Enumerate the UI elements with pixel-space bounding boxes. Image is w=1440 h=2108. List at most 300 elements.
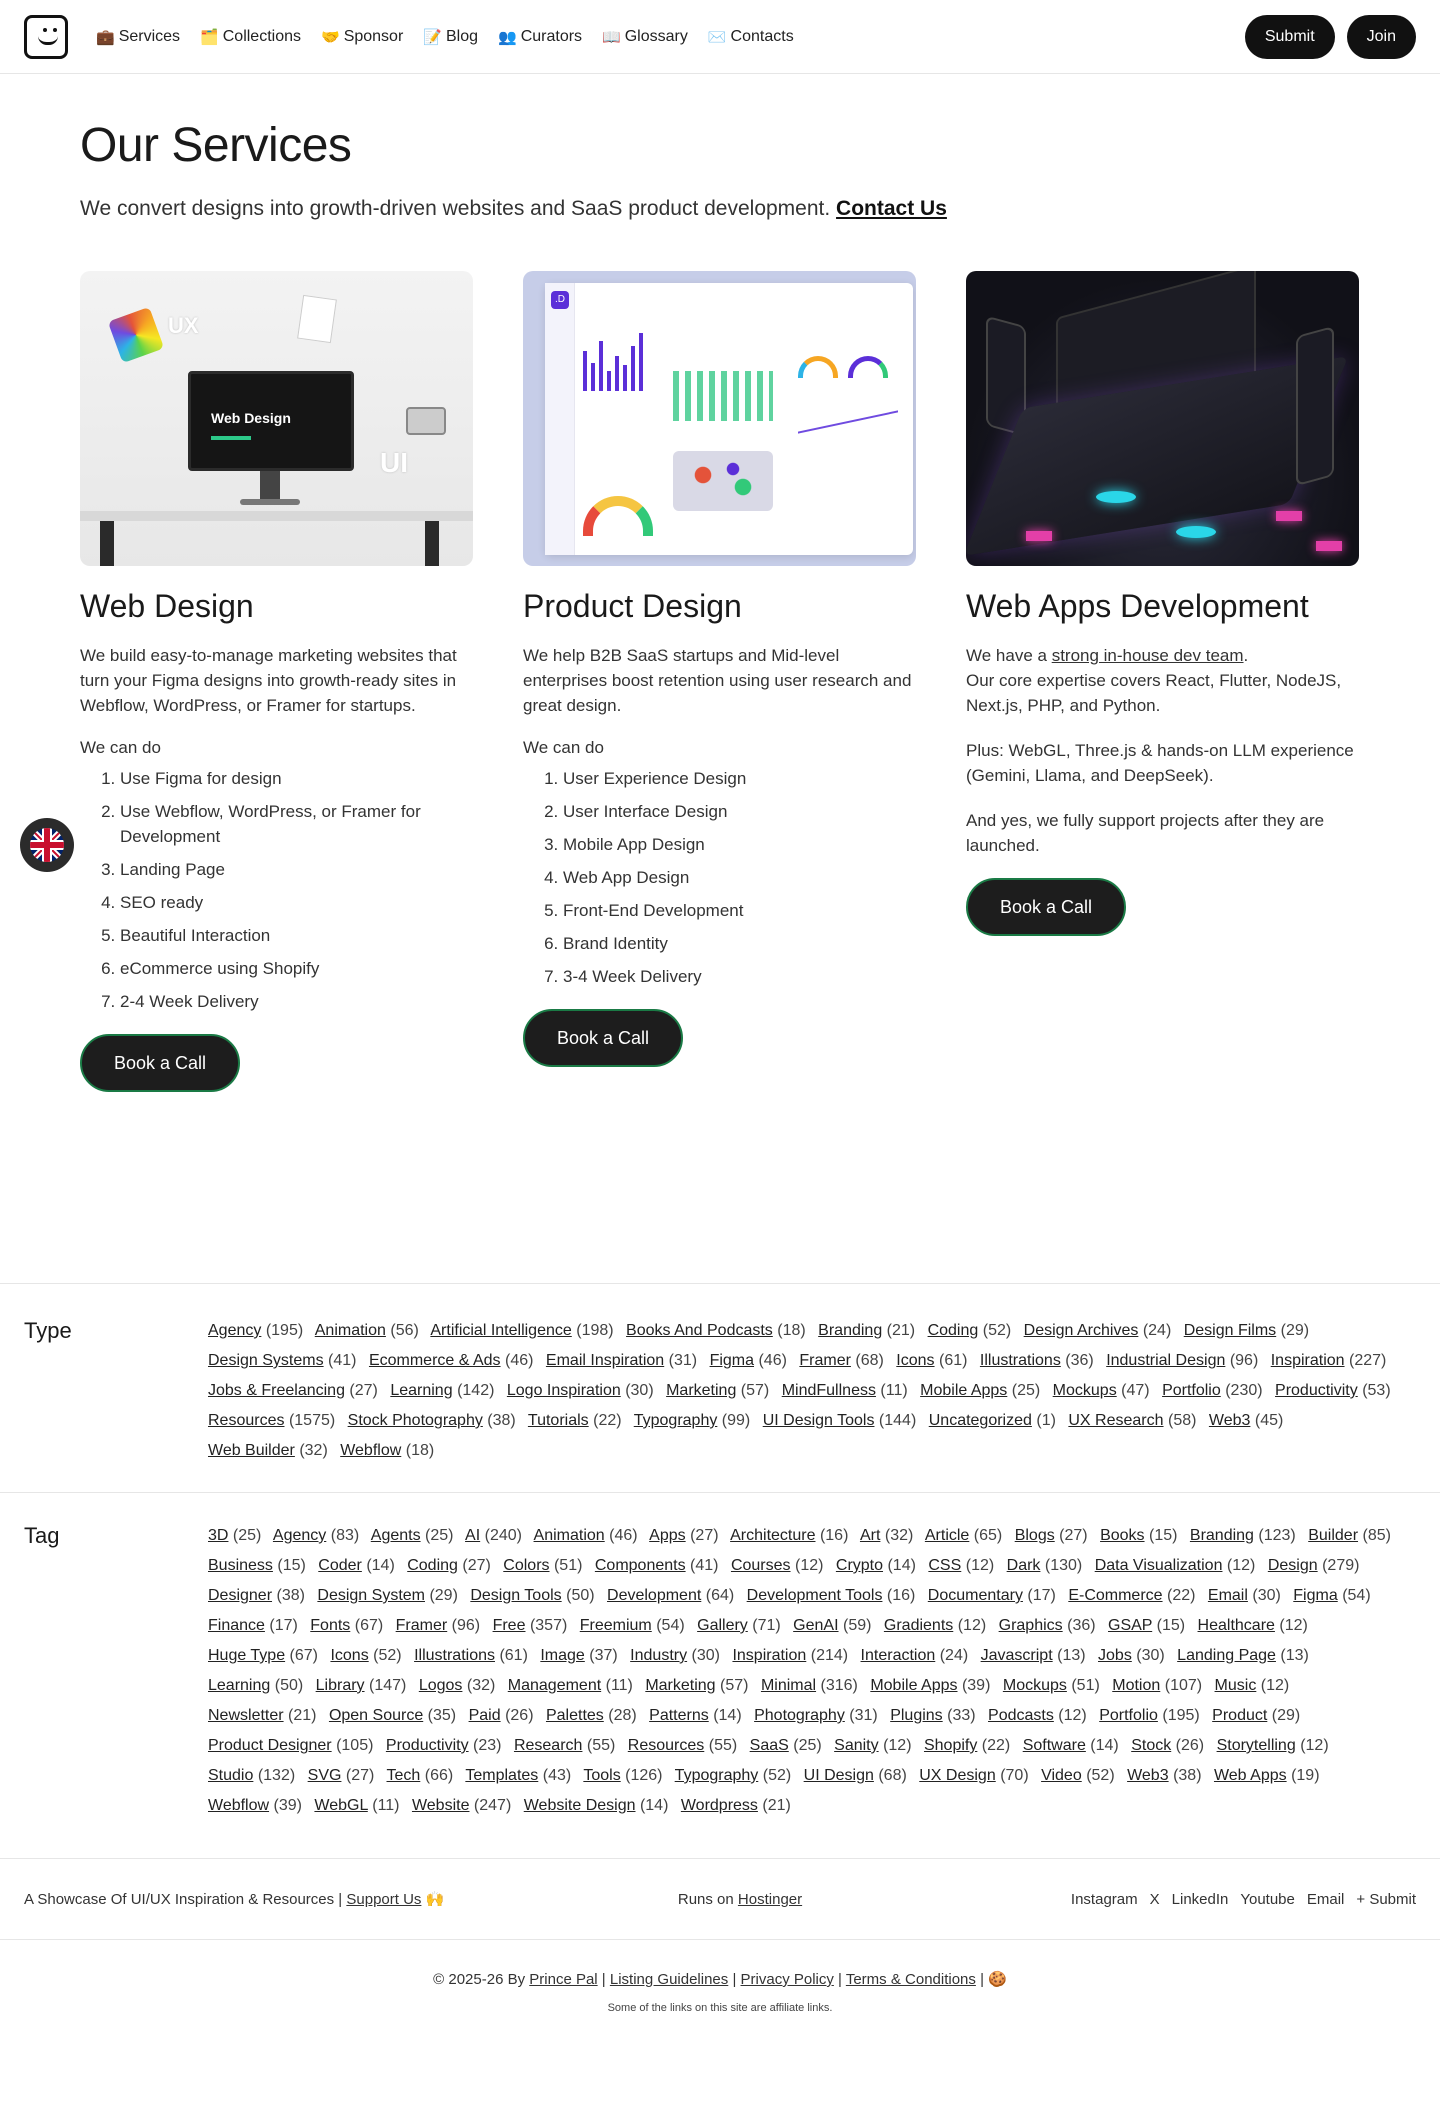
taxonomy-link[interactable]: Healthcare (1197, 1617, 1275, 1634)
taxonomy-item (348, 1412, 516, 1429)
taxonomy-link[interactable]: Animation (314, 1322, 386, 1339)
taxonomy-link[interactable]: Stock (1131, 1737, 1172, 1754)
taxonomy-link[interactable]: Finance (208, 1617, 265, 1634)
taxonomy-link[interactable]: UX Research (1068, 1412, 1164, 1429)
taxonomy-count: (247) (473, 1797, 512, 1814)
taxonomy-link[interactable]: Typography (674, 1767, 759, 1784)
taxonomy-link[interactable]: Industrial Design (1106, 1352, 1226, 1369)
taxonomy-item (1100, 1527, 1177, 1544)
taxonomy-link[interactable]: Library (315, 1677, 365, 1694)
taxonomy-link[interactable]: Studio (208, 1767, 254, 1784)
chart-bar (631, 346, 635, 391)
list-item: 4. Web App Design (563, 865, 916, 890)
taxonomy-link[interactable]: Web3 (1208, 1412, 1251, 1429)
taxonomy-link[interactable]: Framer (799, 1352, 851, 1369)
taxonomy-count: (55) (708, 1737, 738, 1754)
taxonomy-link[interactable]: Tutorials (527, 1412, 589, 1429)
taxonomy-link[interactable]: Development (607, 1587, 702, 1604)
taxonomy-link[interactable]: Icons (896, 1352, 935, 1369)
taxonomy-count: (279) (1322, 1557, 1360, 1574)
taxonomy-link[interactable]: Designer (208, 1587, 273, 1604)
nav-services[interactable] (96, 28, 180, 46)
taxonomy-link[interactable]: Agency (208, 1322, 262, 1339)
chart-bar (639, 333, 643, 391)
taxonomy-count: (14) (887, 1557, 916, 1574)
taxonomy-link[interactable]: Templates (465, 1767, 539, 1784)
taxonomy-count: (21) (886, 1322, 916, 1339)
site-logo[interactable] (24, 15, 68, 59)
list-item: 6. Brand Identity (563, 931, 916, 956)
services-main (0, 74, 1440, 1092)
taxonomy-item (369, 1352, 534, 1369)
taxonomy-count: (195) (265, 1322, 304, 1339)
taxonomy-item (732, 1647, 848, 1664)
ux-image-label: UX (168, 313, 199, 338)
taxonomy-count: (55) (586, 1737, 616, 1754)
taxonomy-link[interactable]: Resources (208, 1412, 285, 1429)
chart-bar (607, 371, 611, 391)
taxonomy-count: (45) (1254, 1412, 1284, 1429)
join-button[interactable]: Join (1347, 15, 1416, 59)
taxonomy-link[interactable]: Mockups (1052, 1382, 1117, 1399)
author-link[interactable]: Prince Pal (529, 1971, 598, 1988)
taxonomy-link[interactable]: Article (924, 1527, 970, 1544)
taxonomy-link[interactable]: Design Tools (470, 1587, 562, 1604)
terms-link[interactable]: Terms & Conditions (845, 1971, 976, 1988)
book-call-button[interactable]: Book a Call (523, 1009, 683, 1067)
service-paragraph (966, 643, 1359, 718)
taxonomy-item (1108, 1617, 1185, 1634)
hostinger-link[interactable]: Hostinger (737, 1890, 803, 1908)
taxonomy-item (782, 1382, 908, 1399)
taxonomy-link[interactable]: Mockups (1002, 1677, 1067, 1694)
taxonomy-item (208, 1442, 328, 1459)
taxonomy-count: (16) (819, 1527, 849, 1544)
taxonomy-link[interactable]: Branding (1189, 1527, 1254, 1544)
taxonomy-count: (24) (939, 1647, 969, 1664)
taxonomy-link[interactable]: Webflow (208, 1797, 270, 1814)
taxonomy-link[interactable]: Productivity (1275, 1382, 1358, 1399)
taxonomy-count: (25) (793, 1737, 822, 1754)
taxonomy-item (1162, 1382, 1263, 1399)
taxonomy-link[interactable]: Apps (649, 1527, 686, 1544)
taxonomy-link[interactable]: Product Designer (208, 1737, 332, 1754)
taxonomy-count: (21) (288, 1707, 317, 1724)
taxonomy-count: (38) (1173, 1767, 1202, 1784)
taxonomy-link[interactable]: GenAI (793, 1617, 839, 1634)
taxonomy-link[interactable]: Artificial Intelligence (430, 1322, 572, 1339)
taxonomy-link[interactable]: UI Design (803, 1767, 874, 1784)
nav-label: Services (118, 27, 181, 45)
taxonomy-item (390, 1382, 494, 1399)
taxonomy-link[interactable]: Documentary (927, 1587, 1023, 1604)
taxonomy-item (988, 1707, 1087, 1724)
taxonomy-count: (17) (1027, 1587, 1056, 1604)
nav-contacts[interactable] (708, 28, 794, 46)
taxonomy-item (929, 1412, 1056, 1429)
taxonomy-count: (50) (274, 1677, 304, 1694)
taxonomy-item (329, 1707, 456, 1724)
taxonomy-link[interactable]: Figma (1293, 1587, 1338, 1604)
taxonomy-count: (12) (1260, 1677, 1290, 1694)
taxonomy-count: (85) (1362, 1527, 1391, 1544)
taxonomy-link[interactable]: Landing Page (1177, 1647, 1276, 1664)
taxonomy-link[interactable]: Colors (503, 1557, 550, 1574)
taxonomy-count: (25) (232, 1527, 262, 1544)
taxonomy-link[interactable]: SaaS (749, 1737, 789, 1754)
cookie-icon[interactable]: 🍪 (988, 1971, 1007, 1988)
taxonomy-count: (64) (705, 1587, 735, 1604)
taxonomy-item (208, 1352, 357, 1369)
envelope-icon: ✉️ (707, 28, 727, 46)
taxonomy-link[interactable]: Dark (1006, 1557, 1041, 1574)
taxonomy-link[interactable]: Logo Inspiration (506, 1382, 621, 1399)
taxonomy-item (469, 1707, 534, 1724)
folder-icon: 🗂️ (200, 28, 219, 46)
taxonomy-item (1041, 1767, 1115, 1784)
taxonomy-count: (43) (542, 1767, 572, 1784)
taxonomy-item (731, 1557, 823, 1574)
taxonomy-count: (61) (499, 1647, 528, 1664)
taxonomy-link[interactable]: Inspiration (732, 1647, 807, 1664)
taxonomy-link[interactable]: Coder (318, 1557, 362, 1574)
taxonomy-count: (70) (1000, 1767, 1029, 1784)
privacy-policy-link[interactable]: Privacy Policy (740, 1971, 834, 1988)
taxonomy-link[interactable]: Books And Podcasts (626, 1322, 773, 1339)
taxonomy-link[interactable]: Books (1100, 1527, 1145, 1544)
taxonomy-item (1007, 1557, 1083, 1574)
nav-sponsor[interactable] (321, 28, 403, 46)
footer-tagline (24, 1890, 475, 1908)
taxonomy-link[interactable]: Webflow (340, 1442, 402, 1459)
taxonomy-link[interactable]: Product (1212, 1707, 1268, 1724)
taxonomy-link[interactable]: Web3 (1127, 1767, 1169, 1784)
taxonomy-item (730, 1527, 848, 1544)
runs-on (475, 1891, 966, 1908)
services-grid (80, 271, 1360, 1092)
service-title: Web Design (80, 588, 254, 624)
list-item: 2. User Interface Design (563, 799, 916, 824)
taxonomy-link[interactable]: MindFullness (781, 1382, 876, 1399)
taxonomy-link[interactable]: Sanity (834, 1737, 879, 1754)
taxonomy-link[interactable]: 3D (208, 1527, 229, 1544)
monitor-illustration (188, 371, 354, 471)
taxonomy-count: (15) (1149, 1527, 1178, 1544)
taxonomy-link[interactable]: Gradients (883, 1617, 954, 1634)
taxonomy-link[interactable]: WebGL (314, 1797, 368, 1814)
flag-stripe (44, 828, 50, 862)
taxonomy-link[interactable]: UX Design (919, 1767, 996, 1784)
taxonomy-link[interactable]: Open Source (328, 1707, 424, 1724)
taxonomy-count: (38) (487, 1412, 516, 1429)
memo-icon: 📝 (423, 28, 442, 46)
taxonomy-link[interactable]: Business (208, 1557, 273, 1574)
taxonomy-item (330, 1647, 401, 1664)
taxonomy-link[interactable]: Mobile Apps (920, 1382, 1008, 1399)
taxonomy-link[interactable]: Learning (208, 1677, 271, 1694)
nav-blog[interactable] (423, 28, 478, 46)
submit-link[interactable]: + Submit (1356, 1890, 1417, 1908)
taxonomy-count: (12) (1300, 1737, 1329, 1754)
taxonomy-link[interactable]: Freemium (579, 1617, 652, 1634)
taxonomy-link[interactable]: Builder (1308, 1527, 1359, 1544)
youtube-link[interactable]: Youtube (1240, 1890, 1295, 1908)
taxonomy-link[interactable]: UI Design Tools (762, 1412, 875, 1429)
taxonomy-link[interactable]: Huge Type (208, 1647, 286, 1664)
service-description (523, 643, 916, 718)
taxonomy-item (1268, 1557, 1360, 1574)
taxonomy-link[interactable]: Interaction (860, 1647, 936, 1664)
taxonomy-link[interactable]: Learning (390, 1382, 453, 1399)
map-illustration (673, 451, 773, 511)
taxonomy-item (681, 1797, 791, 1814)
listing-guidelines-link[interactable]: Listing Guidelines (609, 1971, 729, 1988)
taxonomy-count: (36) (1065, 1352, 1094, 1369)
uk-flag-icon (30, 828, 64, 862)
taxonomy-count: (38) (276, 1587, 305, 1604)
nav-label: Sponsor (343, 27, 404, 45)
taxonomy-link[interactable]: Storytelling (1216, 1737, 1296, 1754)
paragraph-text: We have a (966, 646, 1052, 665)
copyright-text: © 2025-26 By (433, 1971, 530, 1988)
camera-icon (406, 407, 446, 435)
taxonomy-link[interactable]: Framer (395, 1617, 448, 1634)
taxonomy-count: (54) (656, 1617, 685, 1634)
taxonomy-link[interactable]: Motion (1112, 1677, 1161, 1694)
taxonomy-link[interactable]: Coding (927, 1322, 979, 1339)
taxonomy-link[interactable]: Productivity (385, 1737, 469, 1754)
dev-team-link[interactable]: strong in-house dev team (1051, 646, 1244, 665)
taxonomy-count: (51) (553, 1557, 583, 1574)
social-links (965, 1891, 1416, 1908)
taxonomy-link[interactable]: Industry (630, 1647, 688, 1664)
monitor-base (240, 499, 300, 505)
taxonomy-link[interactable]: Animation (533, 1527, 605, 1544)
taxonomy-item (747, 1587, 916, 1604)
taxonomy-link[interactable]: Marketing (666, 1382, 737, 1399)
taxonomy-item (1212, 1707, 1300, 1724)
phone-illustration (1296, 326, 1334, 486)
linkedin-link[interactable]: LinkedIn (1171, 1890, 1229, 1908)
taxonomy-link[interactable]: Figma (709, 1352, 755, 1369)
taxonomy-link[interactable]: Podcasts (988, 1707, 1054, 1724)
taxonomy-item (407, 1557, 491, 1574)
service-card-product-design (523, 271, 916, 1092)
taxonomy-link[interactable]: Typography (633, 1412, 718, 1429)
taxonomy-item (208, 1707, 316, 1724)
taxonomy-item (890, 1707, 975, 1724)
taxonomy-link[interactable]: Design System (317, 1587, 425, 1604)
taxonomy-link[interactable]: Blogs (1014, 1527, 1055, 1544)
contact-us-link[interactable]: Contact Us (836, 197, 947, 220)
taxonomy-link[interactable]: Courses (730, 1557, 791, 1574)
taxonomy-item (508, 1677, 633, 1694)
taxonomy-count: (59) (842, 1617, 872, 1634)
taxonomy-link[interactable]: Design Systems (208, 1352, 324, 1369)
nav-collections[interactable] (200, 28, 301, 46)
taxonomy-item (386, 1737, 502, 1754)
taxonomy-count: (12) (794, 1557, 824, 1574)
handshake-icon: 🤝 (321, 28, 340, 46)
taxonomy-item (465, 1767, 571, 1784)
taxonomy-link[interactable]: Logos (418, 1677, 463, 1694)
taxonomy-link[interactable]: Uncategorized (928, 1412, 1032, 1429)
taxonomy-link[interactable]: Development Tools (746, 1587, 883, 1604)
taxonomy-link[interactable]: Email (1207, 1587, 1248, 1604)
taxonomy-item (697, 1617, 781, 1634)
dashboard-logo: .D (551, 291, 569, 309)
taxonomy-count: (107) (1164, 1677, 1203, 1694)
taxonomy-link[interactable]: Plugins (890, 1707, 943, 1724)
taxonomy-link[interactable]: Website (411, 1797, 470, 1814)
taxonomy-link[interactable]: Icons (330, 1647, 369, 1664)
taxonomy-link[interactable]: Graphics (998, 1617, 1063, 1634)
taxonomy-item (649, 1707, 742, 1724)
taxonomy-link[interactable]: Design (1267, 1557, 1318, 1574)
taxonomy-link[interactable]: Art (859, 1527, 881, 1544)
taxonomy-count: (71) (752, 1617, 781, 1634)
taxonomy-link[interactable]: Javascript (980, 1647, 1053, 1664)
taxonomy-link[interactable]: Coding (407, 1557, 458, 1574)
taxonomy-item (310, 1617, 383, 1634)
taxonomy-item (645, 1677, 748, 1694)
service-description (80, 643, 473, 718)
support-us-link[interactable]: Support Us (346, 1891, 422, 1908)
taxonomy-count: (27) (349, 1382, 378, 1399)
taxonomy-link[interactable]: Illustrations (414, 1647, 495, 1664)
taxonomy-link[interactable]: Video (1041, 1767, 1082, 1784)
taxonomy-link[interactable]: Wordpress (680, 1797, 758, 1814)
taxonomy-link[interactable]: Music (1214, 1677, 1257, 1694)
taxonomy-item (208, 1737, 373, 1754)
taxonomy-item (836, 1557, 916, 1574)
taxonomy-link[interactable]: Design Films (1183, 1322, 1277, 1339)
taxonomy-link[interactable]: Patterns (649, 1707, 709, 1724)
nav-curators[interactable] (498, 28, 582, 46)
taxonomy-link[interactable]: Jobs (1098, 1647, 1132, 1664)
taxonomy-link[interactable]: Management (507, 1677, 602, 1694)
taxonomy-item (666, 1382, 769, 1399)
taxonomy-link[interactable]: CSS (928, 1557, 962, 1574)
taxonomy-item (607, 1587, 734, 1604)
affiliate-note: Some of the links on this site are affiliate links. (607, 2002, 833, 2014)
taxonomy-link[interactable]: Marketing (645, 1677, 716, 1694)
taxonomy-item (1098, 1647, 1165, 1664)
taxonomy-link[interactable]: Email Inspiration (545, 1352, 665, 1369)
taxonomy-link[interactable]: SVG (307, 1767, 342, 1784)
taxonomy-link[interactable]: Inspiration (1270, 1352, 1345, 1369)
taxonomy-count: (142) (457, 1382, 495, 1399)
taxonomy-link[interactable]: Image (540, 1647, 585, 1664)
taxonomy-count: (11) (605, 1677, 633, 1694)
taxonomy-count: (32) (299, 1442, 328, 1459)
x-link[interactable]: X (1149, 1890, 1160, 1908)
taxonomy-link[interactable]: Crypto (835, 1557, 884, 1574)
taxonomy-link[interactable]: Paid (468, 1707, 501, 1724)
taxonomy-count: (54) (1342, 1587, 1371, 1604)
taxonomy-count: (30) (691, 1647, 720, 1664)
taxonomy-link[interactable]: Research (513, 1737, 583, 1754)
taxonomy-link[interactable]: Resources (627, 1737, 705, 1754)
taxonomy-count: (27) (345, 1767, 375, 1784)
language-switcher-button[interactable] (20, 818, 74, 872)
taxonomy-link[interactable]: Mobile Apps (870, 1677, 958, 1694)
book-call-button[interactable]: Book a Call (966, 878, 1126, 936)
chart-bar (599, 341, 603, 391)
taxonomy-link[interactable]: Web Apps (1213, 1767, 1287, 1784)
service-card-web-design (80, 271, 473, 1092)
taxonomy-link[interactable]: AI (465, 1527, 481, 1544)
nav-label: Glossary (624, 27, 688, 45)
taxonomy-link[interactable]: Shopify (923, 1737, 978, 1754)
taxonomy-link[interactable]: Photography (754, 1707, 845, 1724)
taxonomy-link[interactable]: Design Archives (1023, 1322, 1139, 1339)
type-label: Type (24, 1318, 72, 1343)
glow-accent (1096, 491, 1136, 503)
taxonomy-link[interactable]: Palettes (545, 1707, 604, 1724)
book-call-button[interactable]: Book a Call (80, 1034, 240, 1092)
taxonomy-link[interactable]: Illustrations (979, 1352, 1061, 1369)
taxonomy-link[interactable]: E-Commerce (1068, 1587, 1163, 1604)
taxonomy-item (546, 1707, 637, 1724)
list-item: 7. 3-4 Week Delivery (563, 964, 916, 989)
footer-bar (0, 1858, 1440, 1940)
taxonomy-link[interactable]: Portfolio (1162, 1382, 1221, 1399)
taxonomy-count: (29) (1280, 1322, 1310, 1339)
taxonomy-link[interactable]: Free (492, 1617, 526, 1634)
taxonomy-link[interactable]: Fonts (310, 1617, 351, 1634)
taxonomy-link[interactable]: Newsletter (208, 1707, 284, 1724)
taxonomy-link[interactable]: Agents (370, 1527, 421, 1544)
taxonomy-link[interactable]: Agency (272, 1527, 327, 1544)
taxonomy-count: (195) (1162, 1707, 1200, 1724)
taxonomy-link[interactable]: Software (1022, 1737, 1086, 1754)
taxonomy-link[interactable]: Tools (583, 1767, 621, 1784)
taxonomy-item (928, 1587, 1056, 1604)
taxonomy-item (540, 1647, 617, 1664)
taxonomy-link[interactable]: Web Builder (208, 1442, 295, 1459)
taxonomy-link[interactable]: Ecommerce & Ads (368, 1352, 501, 1369)
email-link[interactable]: Email (1306, 1890, 1345, 1908)
taxonomy-count: (357) (529, 1617, 568, 1634)
taxonomy-item (1293, 1587, 1370, 1604)
taxonomy-link[interactable]: Architecture (730, 1527, 816, 1544)
desk-illustration (80, 511, 473, 521)
taxonomy-count: (26) (505, 1707, 534, 1724)
taxonomy-count: (11) (880, 1382, 908, 1399)
taxonomy-link[interactable]: Portfolio (1099, 1707, 1158, 1724)
submit-button[interactable]: Submit (1245, 15, 1335, 59)
taxonomy-link[interactable]: Tech (386, 1767, 421, 1784)
header-actions (1245, 15, 1416, 59)
taxonomy-link[interactable]: Data Visualization (1094, 1557, 1223, 1574)
taxonomy-link[interactable]: Gallery (697, 1617, 748, 1634)
taxonomy-link[interactable]: Website Design (523, 1797, 636, 1814)
taxonomy-link[interactable]: Jobs & Freelancing (208, 1382, 345, 1399)
footer-text: Runs on (677, 1890, 738, 1908)
instagram-link[interactable]: Instagram (1070, 1890, 1138, 1908)
taxonomy-link[interactable]: GSAP (1108, 1617, 1153, 1634)
taxonomy-link[interactable]: Branding (818, 1322, 883, 1339)
taxonomy-link[interactable]: Minimal (760, 1677, 817, 1694)
taxonomy-item (981, 1647, 1086, 1664)
nav-glossary[interactable] (602, 28, 688, 46)
taxonomy-item (470, 1587, 594, 1604)
taxonomy-link[interactable]: Stock Photography (347, 1412, 483, 1429)
taxonomy-link[interactable]: Components (594, 1557, 686, 1574)
taxonomy-item (507, 1382, 654, 1399)
taxonomy-item (534, 1527, 638, 1544)
